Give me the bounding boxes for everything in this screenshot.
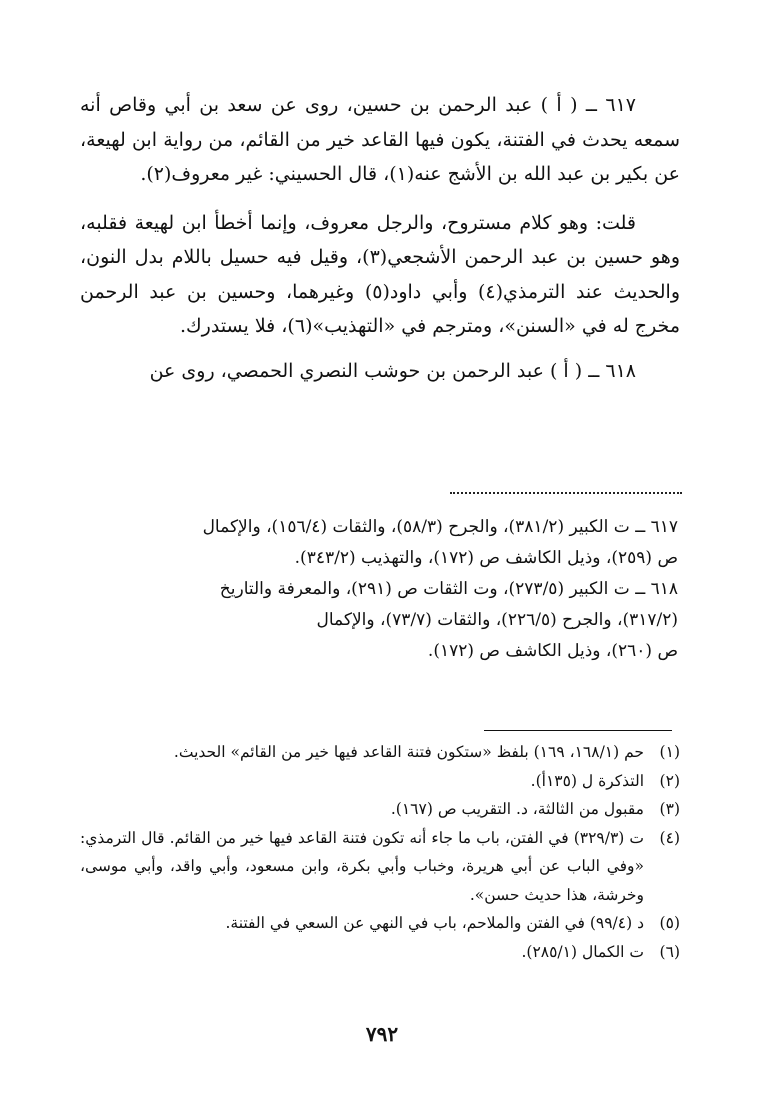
footnote-number: (٢) — [659, 771, 680, 790]
reference-618-line-3: ص (٢٦٠)، وذيل الكاشف ص (١٧٢). — [427, 641, 678, 661]
commentary-line-2: فقلبه، وهو حسين بن عبد الرحمن الأشجعي(٣)، وقيل فيه حسيل باللام بدل — [80, 211, 680, 268]
footnotes-block — [80, 738, 680, 966]
reference-618-line-2: (٣١٧/٢)، والجرح (٢٢٦/٥)، والثقات (٧٣/٧)، والإكمال — [316, 610, 678, 630]
reference-617-line-1: ٦١٧ ــ ت الكبير (٣٨١/٢)، والجرح (٥٨/٣)، والثقات (١٥٦/٤)، والإكمال — [202, 517, 678, 537]
footnote-number: (٣) — [659, 800, 680, 818]
reference-618 — [80, 574, 678, 667]
entry-617-line-4: معروف(٢). — [140, 163, 231, 185]
reference-618-line-1: ٦١٨ ــ ت الكبير (٢٧٣/٥)، وت الثقات ص (٢٩١)، والمعرفة والتاريخ — [219, 579, 678, 599]
footnote-text: التذكرة ل (١٣٥أ). — [530, 771, 644, 790]
footnote-number: (٥) — [659, 914, 680, 932]
entry-618-line-1: ٦١٨ ــ ( أ ) عبد الرحمن بن حوشب النصري الحمصي، روى عن — [149, 359, 636, 382]
commentary-line-3: النون، والحديث عند الترمذي(٤) وأبي داود(٥) وغيرهما، وحسين بن — [80, 246, 681, 303]
footnote-number: (٤) — [659, 828, 680, 847]
references-block — [80, 512, 678, 667]
footnote-5 — [80, 909, 680, 938]
main-text — [80, 88, 680, 398]
commentary-paragraph — [80, 206, 680, 344]
footnote-4-line-2: الترمذي: «وفي الباب عن أبي هريرة، وخباب وأبي بكرة، وابن مسعود، وأبي واقد، — [80, 828, 644, 875]
footnote-1 — [80, 738, 680, 767]
footnote-3 — [80, 795, 680, 824]
footnote-text: مقبول من الثالثة، د. التقريب ص (١٦٧). — [390, 800, 644, 818]
reference-617-line-2: ص (٢٥٩)، وذيل الكاشف ص (١٧٢)، والتهذيب (٣٤٣/٢). — [294, 548, 678, 568]
footnote-number: (١) — [659, 743, 680, 761]
footnote-text: ت الكمال (٢٨٥/١). — [521, 942, 644, 961]
footnote-rule — [484, 730, 672, 731]
footnote-text — [80, 824, 644, 910]
footnote-6 — [80, 938, 680, 967]
entry-617 — [80, 88, 680, 192]
dotted-separator — [450, 492, 682, 494]
reference-617 — [80, 512, 678, 574]
footnote-text: د (٩٩/٤) في الفتن والملاحم، باب في النهي عن السعي في الفتنة. — [225, 914, 644, 932]
footnote-text: حم (١٦٨/١، ١٦٩) بلفظ «ستكون فتنة القاعد فيها خير من القائم» الحديث. — [173, 743, 644, 761]
entry-617-line-3: ابن لهيعة، عن بكير بن عبد الله بن الأشج عنه(١)، قال الحسيني: غير — [80, 128, 680, 185]
entry-617-line-2: أنه سمعه يحدث في الفتنة، يكون فيها القاعد خير من القائم، من رواية — [80, 94, 680, 151]
entry-618 — [80, 354, 680, 389]
entry-617-line-1: ٦١٧ ــ ( أ ) عبد الرحمن بن حسين، روى عن سعد بن أبي وقاص — [109, 94, 636, 116]
commentary-line-4: عبد الرحمن مخرج له في «السنن»، ومترجم في «التهذيب»(٦)، فلا يستدرك. — [80, 280, 680, 337]
footnote-2 — [80, 767, 680, 796]
footnote-number: (٦) — [659, 942, 680, 961]
page-number: ٧٩٢ — [365, 1022, 399, 1046]
footnote-4-line-3: وأبي موسى، وخرشة، هذا حديث حسن». — [80, 857, 644, 904]
footnote-4 — [80, 824, 680, 910]
footnote-4-line-1: ت (٣٢٩/٣) في الفتن، باب ما جاء أنه تكون فتنة القاعد فيها خير من القائم. قال — [141, 828, 644, 847]
commentary-line-1: قلت: وهو كلام مستروح، والرجل معروف، وإنما أخطأ ابن لهيعة — [134, 211, 636, 234]
